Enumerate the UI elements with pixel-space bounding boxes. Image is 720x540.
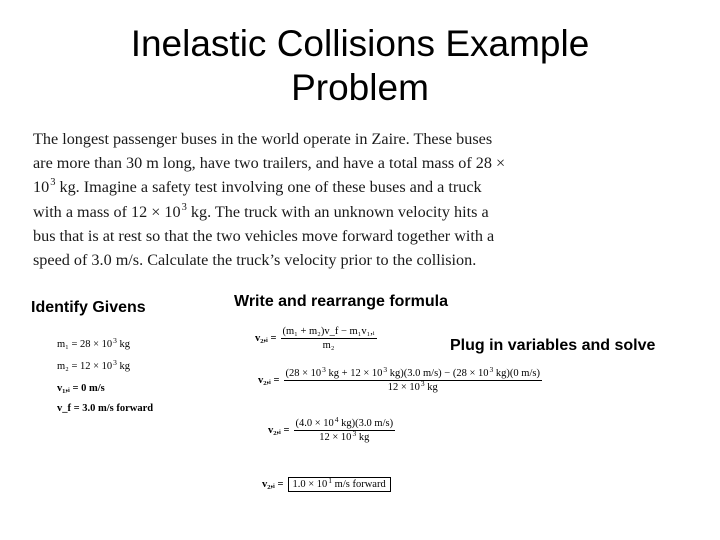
- result-exp: 1: [328, 476, 333, 485]
- step-2-num-part-a: (4.0 × 10: [295, 418, 334, 429]
- step-1-fraction: [284, 365, 542, 393]
- solution-result: [262, 476, 391, 491]
- problem-line-6: speed of 3.0 m/s. Calculate the truck’s velocity prior to the collision.: [33, 250, 477, 269]
- result-value: 1.0 × 10: [292, 479, 328, 490]
- step-2-den-exp: 3: [352, 429, 357, 438]
- given-mass-2-unit: kg: [116, 361, 131, 372]
- step-1-numerator: [284, 365, 542, 381]
- heading-write-formula: Write and rearrange formula: [234, 293, 448, 310]
- step-1-num-exp-a: 3: [322, 365, 326, 374]
- formula-fraction: [281, 326, 377, 351]
- problem-line-1: The longest passenger buses in the world operate in Zaire. These buses: [33, 130, 493, 148]
- given-mass-2-exp: 3: [113, 358, 117, 367]
- problem-line-4-sup: 3: [181, 201, 187, 213]
- given-mass-2-value: m₂ = 12 × 10: [57, 361, 113, 372]
- step-2-lhs: v₂,ᵢ =: [268, 425, 290, 436]
- formula-lhs: v₂,ᵢ =: [255, 333, 277, 344]
- given-mass-1: [57, 336, 131, 350]
- result-box: [288, 477, 391, 492]
- problem-line-3-pre: 10: [33, 178, 50, 197]
- step-2-numerator: [294, 415, 396, 431]
- step-1-den-exp: 3: [420, 379, 425, 388]
- given-initial-velocity-1: v₁,ᵢ = 0 m/s: [57, 383, 105, 394]
- step-1-num-part-b: kg + 12 × 10: [325, 368, 383, 379]
- step-1-num-exp-c: 3: [489, 365, 494, 374]
- step-2-den-part-b: kg: [356, 432, 370, 443]
- step-2-num-part-b: kg)(3.0 m/s): [338, 418, 394, 429]
- formula-numerator: (m₁ + m₂)v_f − m₁v₁,ᵢ: [282, 326, 375, 337]
- step-2-fraction: [294, 415, 396, 443]
- heading-identify-givens: Identify Givens: [31, 299, 146, 316]
- solution-step-1: [258, 365, 542, 393]
- problem-line-2: are more than 30 m long, have two trailers, and have a total mass of 28 ×: [33, 154, 506, 173]
- given-final-velocity: v_f = 3.0 m/s forward: [57, 403, 154, 414]
- step-2-denominator: [319, 431, 369, 443]
- step-1-num-part-a: (28 × 10: [285, 368, 322, 379]
- step-2-num-exp: 4: [334, 415, 339, 424]
- step-1-denominator: [388, 381, 438, 393]
- problem-line-4-post: kg. The truck with an unknown velocity hits a: [186, 202, 489, 221]
- given-mass-2: [57, 358, 131, 372]
- rearranged-formula: [255, 326, 377, 351]
- step-1-den-part-b: kg: [424, 382, 438, 393]
- solution-step-2: [268, 415, 395, 443]
- given-mass-1-value: m₁ = 28 × 10: [57, 339, 113, 350]
- step-1-num-exp-b: 3: [383, 365, 388, 374]
- slide-title: [60, 22, 660, 110]
- result-lhs: v₂,ᵢ =: [262, 479, 284, 491]
- heading-plug-and-solve: Plug in variables and solve: [450, 337, 656, 354]
- step-1-num-part-c: kg)(3.0 m/s) − (28 × 10: [387, 368, 489, 379]
- formula-denominator: m₂: [322, 340, 335, 351]
- problem-line-3: [33, 175, 553, 199]
- title-line-1: Inelastic Collisions Example: [130, 23, 590, 64]
- problem-line-4-pre: with a mass of 12 × 10: [33, 202, 181, 221]
- problem-line-3-sup: 3: [50, 177, 56, 189]
- step-1-den-part-a: 12 × 10: [387, 382, 420, 393]
- step-1-num-part-d: kg)(0 m/s): [493, 368, 540, 379]
- problem-line-4: [33, 200, 553, 224]
- given-mass-1-exp: 3: [113, 336, 117, 345]
- problem-line-3-post: kg. Imagine a safety test involving one of these buses and a truck: [55, 178, 482, 197]
- given-mass-1-unit: kg: [116, 339, 131, 350]
- title-line-2: Problem: [291, 67, 429, 108]
- problem-line-5: bus that is at rest so that the two vehicles move forward together with a: [33, 226, 495, 245]
- step-2-den-part-a: 12 × 10: [319, 432, 352, 443]
- problem-statement: [33, 127, 553, 272]
- result-unit: m/s forward: [332, 479, 386, 490]
- step-1-lhs: v₂,ᵢ =: [258, 375, 280, 386]
